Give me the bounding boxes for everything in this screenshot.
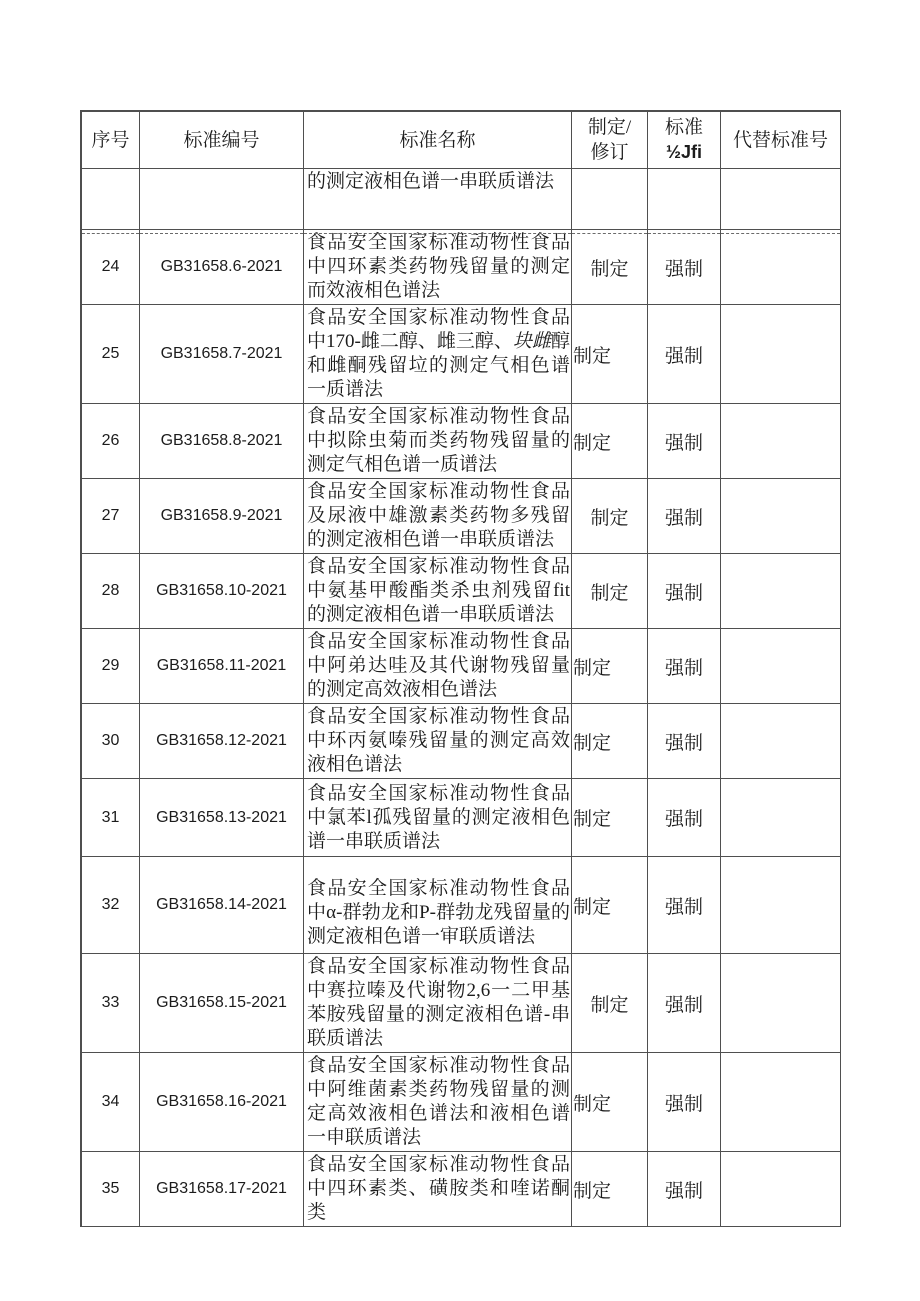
replaced-code-cell bbox=[721, 554, 841, 629]
action-cell: 制定 bbox=[572, 230, 648, 305]
standard-name-cell bbox=[304, 857, 572, 954]
action-cell: 制定 bbox=[572, 479, 648, 554]
action-cell: 制定 bbox=[572, 779, 648, 857]
standard-row bbox=[82, 704, 841, 779]
replaced-code-cell bbox=[721, 857, 841, 954]
standard-name-text: 食品安全国家标准动物性食品中氯苯l孤残留量的测定液相色谱一串联质谱法 bbox=[307, 782, 570, 852]
standard-code-cell: GB31658.12-2021 bbox=[140, 704, 304, 779]
header-action-line2: 修订 bbox=[590, 142, 629, 163]
standard-code-cell: GB31658.6-2021 bbox=[140, 230, 304, 305]
nature-cell bbox=[648, 169, 721, 230]
replaced-code-cell bbox=[721, 479, 841, 554]
standard-code-cell: GB31658.9-2021 bbox=[140, 479, 304, 554]
standard-row bbox=[82, 230, 841, 305]
standard-row bbox=[82, 1152, 841, 1227]
header-nature bbox=[648, 112, 721, 169]
standard-name-cell bbox=[304, 1053, 572, 1152]
header-nature-line2: ½Jfi bbox=[665, 142, 703, 162]
standard-name-text: 食品安全国家标准动物性食品中环丙氨嗪残留量的测定高效液相色谱法 bbox=[307, 706, 570, 775]
standard-name-cell bbox=[304, 629, 572, 704]
standard-name-text: 食品安全国家标准动物性食品中赛拉嗪及代谢物2,6一二甲基苯胺残留量的测定液相色谱-串联质谱法 bbox=[307, 956, 570, 1049]
action-cell: 制定 bbox=[572, 857, 648, 954]
standard-code-cell: GB31658.10-2021 bbox=[140, 554, 304, 629]
standard-name-cell bbox=[304, 704, 572, 779]
replaced-code-cell bbox=[721, 404, 841, 479]
nature-cell: 强制 bbox=[648, 305, 721, 404]
nature-cell: 强制 bbox=[648, 1053, 721, 1152]
serial-cell: 29 bbox=[82, 629, 140, 704]
nature-cell: 强制 bbox=[648, 554, 721, 629]
standard-name-cell bbox=[304, 479, 572, 554]
replaced-code-cell bbox=[721, 230, 841, 305]
standard-name-cell bbox=[304, 169, 572, 230]
standard-row bbox=[82, 954, 841, 1053]
standard-name-text: 食品安全国家标准动物性食品中四环素类、磺胺类和喹诺酮类 bbox=[307, 1154, 570, 1223]
standard-row bbox=[82, 779, 841, 857]
header-nature-line1: 标准 bbox=[664, 117, 703, 138]
action-cell: 制定 bbox=[572, 1152, 648, 1227]
nature-cell: 强制 bbox=[648, 704, 721, 779]
standard-row bbox=[82, 1053, 841, 1152]
replaced-code-cell bbox=[721, 1152, 841, 1227]
serial-cell: 33 bbox=[82, 954, 140, 1053]
standard-name-text: 醇和雌酮残留垃的测定气相色谱一质谱法 bbox=[307, 331, 570, 400]
action-cell: 制定 bbox=[572, 305, 648, 404]
standard-code-cell: GB31658.15-2021 bbox=[140, 954, 304, 1053]
nature-cell: 强制 bbox=[648, 779, 721, 857]
replaced-code-cell bbox=[721, 305, 841, 404]
serial-cell: 31 bbox=[82, 779, 140, 857]
standard-name-text: 食品安全国家标准动物性食品中α-群勃龙和P-群勃龙残留量的测定液相色谱一审联质谱法 bbox=[307, 878, 570, 947]
header-action bbox=[572, 112, 648, 169]
action-cell: 制定 bbox=[572, 704, 648, 779]
standard-code-cell bbox=[140, 169, 304, 230]
standard-name-text: 食品安全国家标准动物性食品中170-雌二醇、雌三醇、 bbox=[307, 307, 570, 352]
standard-name-text: 的测定液相色谱一串联质谱法 bbox=[307, 171, 555, 192]
standard-name-cell bbox=[304, 230, 572, 305]
replaced-code-cell bbox=[721, 169, 841, 230]
standard-row bbox=[82, 305, 841, 404]
standard-name-text: 食品安全国家标准动物性食品中拟除虫菊而类药物残留量的测定气相色谱一质谱法 bbox=[307, 406, 570, 475]
standard-name-text: 食品安全国家标准动物性食品中阿弟达哇及其代谢物残留量的测定高效液相色谱法 bbox=[307, 631, 570, 700]
standard-code-cell: GB31658.13-2021 bbox=[140, 779, 304, 857]
serial-cell: 28 bbox=[82, 554, 140, 629]
standard-name-cell bbox=[304, 954, 572, 1053]
standard-row bbox=[82, 857, 841, 954]
header-row bbox=[82, 112, 841, 169]
serial-cell: 32 bbox=[82, 857, 140, 954]
serial-cell bbox=[82, 169, 140, 230]
standards-table bbox=[80, 110, 841, 1227]
serial-cell: 35 bbox=[82, 1152, 140, 1227]
nature-cell: 强制 bbox=[648, 230, 721, 305]
replaced-code-cell bbox=[721, 629, 841, 704]
standard-name-cell bbox=[304, 305, 572, 404]
standard-name-text: 食品安全国家标准动物性食品中氨基甲酸酯类杀虫剂残留fit的测定液相色谱一串联质谱法 bbox=[307, 556, 570, 625]
serial-cell: 25 bbox=[82, 305, 140, 404]
action-cell: 制定 bbox=[572, 404, 648, 479]
serial-cell: 27 bbox=[82, 479, 140, 554]
standard-code-cell: GB31658.14-2021 bbox=[140, 857, 304, 954]
action-cell: 制定 bbox=[572, 629, 648, 704]
action-cell: 制定 bbox=[572, 1053, 648, 1152]
standard-name-text: 食品安全国家标准动物性食品及尿液中雄激素类药物多残留的测定液相色谱一串联质谱法 bbox=[307, 481, 570, 550]
serial-cell: 30 bbox=[82, 704, 140, 779]
serial-cell: 34 bbox=[82, 1053, 140, 1152]
standard-name-cell bbox=[304, 404, 572, 479]
action-cell: 制定 bbox=[572, 554, 648, 629]
standard-name-cell bbox=[304, 1152, 572, 1227]
nature-cell: 强制 bbox=[648, 954, 721, 1053]
standard-code-cell: GB31658.8-2021 bbox=[140, 404, 304, 479]
nature-cell: 强制 bbox=[648, 1152, 721, 1227]
nature-cell: 强制 bbox=[648, 857, 721, 954]
nature-cell: 强制 bbox=[648, 629, 721, 704]
standard-row bbox=[82, 169, 841, 230]
header-standard-name: 标准名称 bbox=[304, 112, 572, 169]
serial-cell: 26 bbox=[82, 404, 140, 479]
standard-name-text: 块雌 bbox=[512, 331, 551, 352]
replaced-code-cell bbox=[721, 704, 841, 779]
standard-name-cell bbox=[304, 779, 572, 857]
standard-row bbox=[82, 479, 841, 554]
standard-name-text: 食品安全国家标准动物性食品中四环素类药物残留量的测定而效液相色谱法 bbox=[307, 232, 570, 301]
standard-row bbox=[82, 554, 841, 629]
replaced-code-cell bbox=[721, 954, 841, 1053]
table-body bbox=[82, 169, 841, 1227]
standard-code-cell: GB31658.7-2021 bbox=[140, 305, 304, 404]
standard-code-cell: GB31658.17-2021 bbox=[140, 1152, 304, 1227]
header-standard-code: 标准编号 bbox=[140, 112, 304, 169]
standard-code-cell: GB31658.11-2021 bbox=[140, 629, 304, 704]
replaced-code-cell bbox=[721, 1053, 841, 1152]
nature-cell: 强制 bbox=[648, 479, 721, 554]
action-cell: 制定 bbox=[572, 954, 648, 1053]
serial-cell: 24 bbox=[82, 230, 140, 305]
standard-row bbox=[82, 629, 841, 704]
header-replaced-code: 代替标准号 bbox=[721, 112, 841, 169]
header-action-line1: 制定/ bbox=[587, 117, 632, 138]
nature-cell: 强制 bbox=[648, 404, 721, 479]
standard-row bbox=[82, 404, 841, 479]
standard-name-text: 食品安全国家标准动物性食品中阿维菌素类药物残留量的测定高效液相色谱法和液相色谱一申联质谱法 bbox=[307, 1055, 570, 1148]
standard-name-cell bbox=[304, 554, 572, 629]
header-serial: 序号 bbox=[82, 112, 140, 169]
action-cell bbox=[572, 169, 648, 230]
replaced-code-cell bbox=[721, 779, 841, 857]
standard-code-cell: GB31658.16-2021 bbox=[140, 1053, 304, 1152]
